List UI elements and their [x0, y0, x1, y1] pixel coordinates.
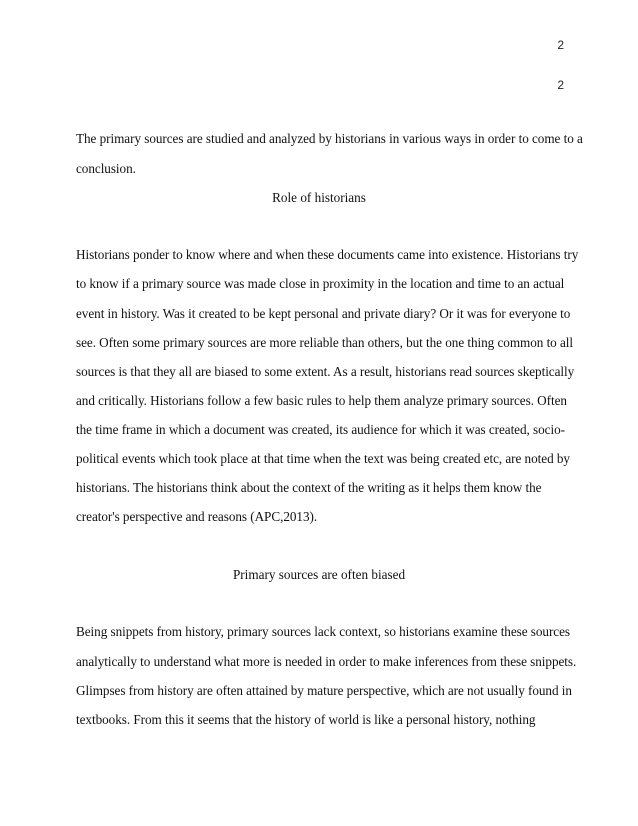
section1-line-6: and critically. Historians follow a few basic rules to help them analyze primary sources. Often [76, 393, 567, 408]
section1-line-7: the time frame in which a document was created, its audience for which it was created, socio- [76, 422, 565, 437]
page-number-top: 2 [557, 38, 564, 52]
section1-line-1: Historians ponder to know where and when these documents came into existence. Historians try [76, 247, 579, 262]
section2-line-2: analytically to understand what more is needed in order to make inferences from these snippets. [76, 654, 577, 669]
section1-line-2: to know if a primary source was made close in proximity in the location and time to an actual [76, 276, 565, 291]
section1-line-3: event in history. Was it created to be kept personal and private diary? Or it was for everyone to [76, 306, 571, 321]
section2-line-4: textbooks. From this it seems that the history of world is like a personal history, nothing [76, 712, 536, 727]
page-number-second: 2 [557, 78, 564, 92]
section1-line-4: see. Often some primary sources are more reliable than others, but the one thing common to all [76, 335, 574, 350]
section1-line-5: sources is that they all are biased to some extent. As a result, historians read sources skeptically [76, 364, 575, 379]
intro-line-1: The primary sources are studied and analyzed by historians in various ways in order to come to a [76, 131, 583, 146]
section-heading-primary-sources-biased: Primary sources are often biased [232, 567, 406, 582]
intro-line-2: conclusion. [76, 161, 136, 176]
section2-line-3: Glimpses from history are often attained by mature perspective, which are not usually found in [76, 683, 572, 698]
section1-line-10: creator's perspective and reasons (APC,2013). [76, 509, 318, 524]
section1-line-9: historians. The historians think about the context of the writing as it helps them know the [76, 480, 542, 495]
section2-line-1: Being snippets from history, primary sources lack context, so historians examine these sources [76, 624, 570, 639]
section-heading-role-of-historians: Role of historians [272, 190, 366, 205]
section1-line-8: political events which took place at that time when the text was being created etc, are noted by [76, 451, 570, 466]
